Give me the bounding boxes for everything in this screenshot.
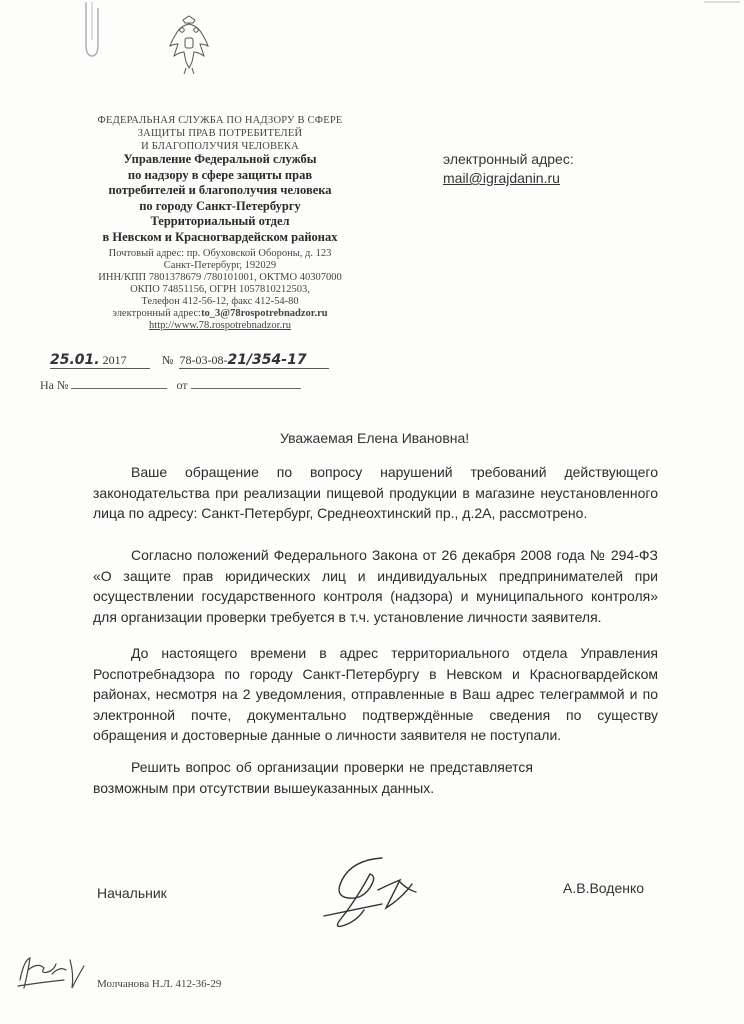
agency-name: [80, 114, 360, 153]
reply-from-label: от: [176, 378, 188, 392]
registration-date: [50, 352, 150, 369]
department-line: Территориальный отдел: [150, 214, 290, 228]
reply-no-label: На №: [40, 378, 69, 392]
sender-contacts: [80, 248, 360, 332]
paragraph: Согласно положений Федерального Закона от 26 декабря 2008 года № 294-ФЗ «О защите прав юридических лиц и индивидуальных предпринимателей при осуществлении государственного контроля (надзора) и муниципального контроля» для организации проверки требуется в т.ч. установление личности заявителя.: [93, 547, 658, 625]
department-line: по городу Санкт-Петербургу: [139, 198, 301, 213]
registration-number: [179, 352, 329, 369]
city-postcode: Санкт-Петербург, 192029: [163, 260, 277, 271]
reply-no-field: [71, 378, 167, 389]
reply-reference-line: [40, 378, 301, 393]
registration-number-prefix: 78-03-08-: [179, 353, 228, 367]
agency-line: И БЛАГОПОЛУЧИЯ ЧЕЛОВЕКА: [141, 141, 299, 152]
paragraph: Ваше обращение по вопросу нарушений требований действующего законодательства при реализации пищевой продукции в магазине неустановленного лица по адресу: Санкт-Петербург, Среднеохтинский пр., д.2А, рассмотрено.: [93, 464, 658, 521]
recipient-email-label: электронный адрес:: [443, 151, 574, 167]
signer-position: Начальник: [97, 885, 167, 901]
coat-of-arms-icon: [166, 14, 212, 76]
paragraph: До настоящего времени в адрес территориального отдела Управления Роспотребнадзора по городу Санкт-Петербургу в Невском и Красногвардейском районах, несмотря на 2 уведомления, отправленные в Ваш адрес телеграммой и по электронной почте, документально подтверждённые сведения по существу обращения и достоверные данные о личности заявителя не поступали.: [93, 645, 658, 743]
sender-email-line: [80, 308, 360, 320]
sender-email-label: электронный адрес:: [112, 308, 202, 319]
registration-no-label: №: [162, 353, 174, 367]
recipient-email: mail@igrajdanin.ru: [443, 170, 560, 186]
paragraph: Решить вопрос об организации проверки не представляется возможным при отсутствии вышеуказанных данных.: [93, 759, 533, 796]
reply-from-field: [191, 378, 301, 389]
registration-number-handwritten: 21/354-17: [227, 352, 307, 368]
agency-line: ЗАЩИТЫ ПРАВ ПОТРЕБИТЕЛЕЙ: [137, 128, 303, 139]
agency-line: ФЕДЕРАЛЬНАЯ СЛУЖБА ПО НАДЗОРУ В СФЕРЕ: [97, 115, 343, 126]
sender-website: http://www.78.rospotrebnadzor.ru: [149, 320, 291, 331]
executor-contact: Молчанова Н.Л. 412-36-29: [97, 978, 222, 990]
department-line: Управление Федеральной службы: [123, 152, 317, 166]
recipient-block: [443, 150, 574, 188]
registration-year: 2017: [102, 353, 127, 367]
department-name: [80, 152, 360, 245]
department-line: по надзору в сфере защиты прав: [127, 167, 313, 182]
department-line: потребителей и благополучия человека: [108, 183, 332, 197]
handwritten-initials: [14, 940, 94, 1000]
salutation: Уважаемая Елена Ивановна!: [280, 430, 470, 446]
phone-fax: Телефон 412-56-12, факс 412-54-80: [141, 296, 299, 307]
sender-email: to_3@78rospotrebnadzor.ru: [201, 308, 328, 319]
signer-name: А.В.Воденко: [563, 880, 645, 896]
okpo-ogrn: ОКПО 74851156, ОГРН 1057810212503,: [130, 284, 310, 295]
department-line: в Невском и Красногвардейском районах: [102, 229, 338, 244]
handwritten-signature: [312, 850, 432, 935]
paper-clip-mark: [72, 0, 112, 60]
inn-kpp-oktmo: ИНН/КПП 7801378679 /780101001, ОКТМО 40307000: [98, 272, 342, 283]
corner-scan-mark: [702, 0, 742, 10]
registration-line: [50, 352, 329, 369]
postal-address: Почтовый адрес: пр. Обуховской Обороны, д. 123: [108, 248, 332, 259]
registration-date-handwritten: 25.01.: [50, 352, 100, 368]
